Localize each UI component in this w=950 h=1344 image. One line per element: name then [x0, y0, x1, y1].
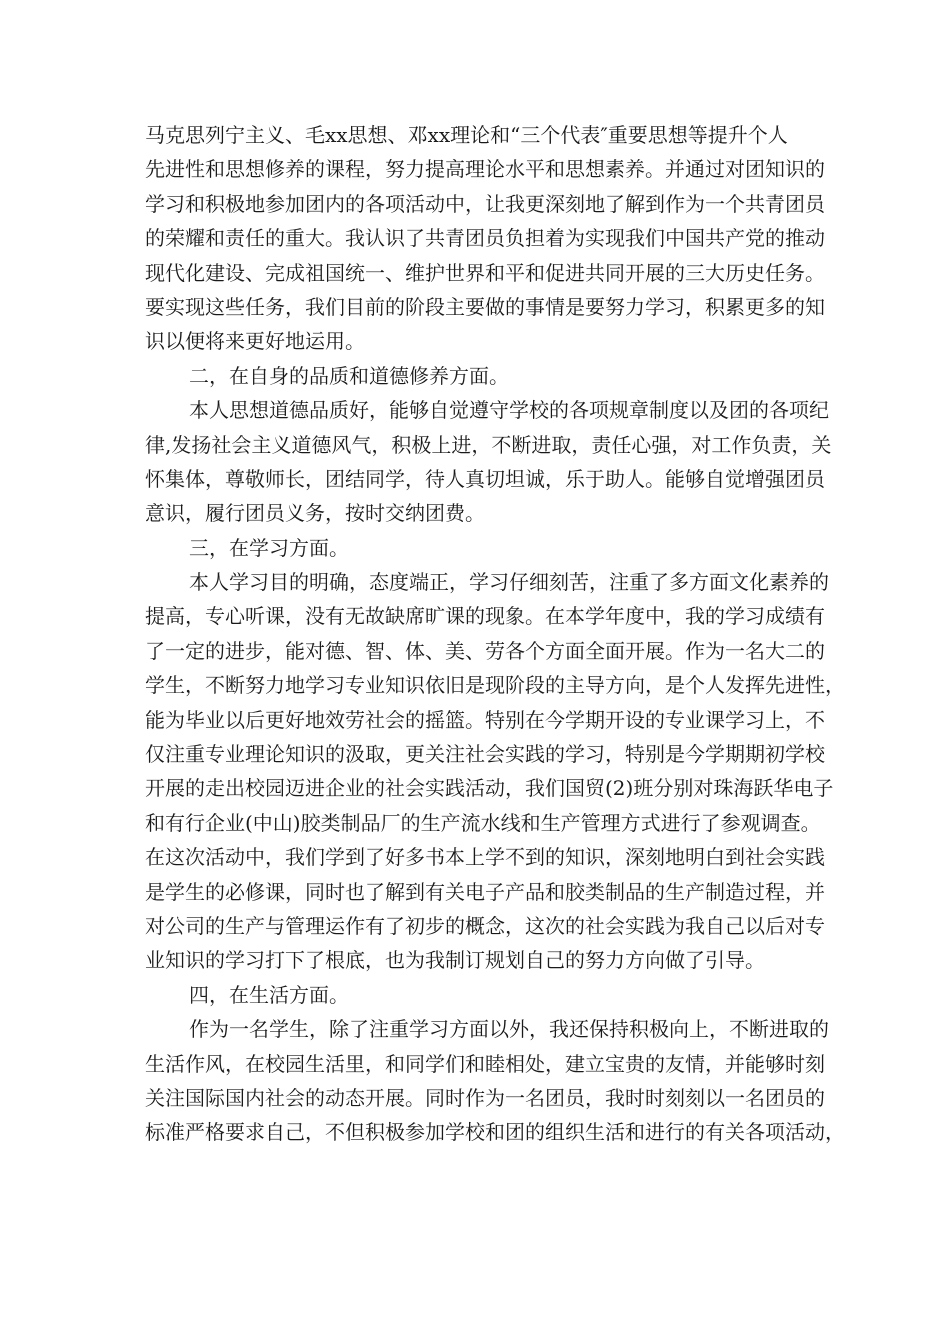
text-line: 了一定的进步，能对德、智、体、美、劳各个方面全面开展。作为一名大二的 [145, 638, 825, 663]
text-line: 律,发扬社会主义道德风气，积极上进，不断进取，责任心强，对工作负责，关 [145, 432, 832, 457]
text-line: 业知识的学习打下了根底，也为我制订规划自己的努力方向做了引导。 [145, 948, 765, 973]
text-line: 对公司的生产与管理运作有了初步的概念，这次的社会实践为我自己以后对专 [145, 913, 825, 938]
paragraph-start-line: 本人思想道德品质好，能够自觉遵守学校的各项规章制度以及团的各项纪 [189, 398, 829, 423]
text-line: 的荣耀和责任的重大。我认识了共青团员负担着为实现我们中国共产党的推动 [145, 226, 825, 251]
text-line: 标准严格要求自己，不但积极参加学校和团的组织生活和进行的有关各项活动， [145, 1120, 845, 1145]
text-line: 现代化建设、完成祖国统一、维护世界和平和促进共同开展的三大历史任务。 [145, 260, 825, 285]
text-line: 怀集体，尊敬师长，团结同学，待人真切坦诚，乐于助人。能够自觉增强团员 [145, 466, 825, 491]
paragraph-start-line: 本人学习目的明确，态度端正，学习仔细刻苦，注重了多方面文化素养的 [189, 570, 829, 595]
text-line: 意识，履行团员义务，按时交纳团费。 [145, 501, 485, 526]
text-line: 学生，不断努力地学习专业知识依旧是现阶段的主导方向，是个人发挥先进性， [145, 673, 845, 698]
text-line: 在这次活动中，我们学到了好多书本上学不到的知识，深刻地明白到社会实践 [145, 845, 825, 870]
text-line: 马克思列宁主义、毛xx思想、邓xx理论和“三个代表″重要思想等提升个人 [145, 123, 788, 147]
text-line: 提高，专心听课，没有无故缺席旷课的现象。在本学年度中，我的学习成绩有 [145, 604, 825, 629]
text-line: 和有行企业(中山)胶类制品厂的生产流水线和生产管理方式进行了参观调查。 [145, 810, 821, 835]
text-line: 生活作风，在校园生活里，和同学们和睦相处，建立宝贵的友情，并能够时刻 [145, 1051, 825, 1076]
text-line: 仅注重专业理论知识的汲取，更关注社会实践的学习，特别是今学期期初学校 [145, 742, 825, 767]
paragraph-start-line: 作为一名学生，除了注重学习方面以外，我还保持积极向上，不断进取的 [189, 1017, 829, 1042]
text-line: 识以便将来更好地运用。 [145, 329, 365, 354]
section-heading: 二，在自身的品质和道德修养方面。 [189, 363, 509, 388]
text-line: 是学生的必修课，同时也了解到有关电子产品和胶类制品的生产制造过程，并 [145, 879, 825, 904]
text-line: 开展的走出校园迈进企业的社会实践活动，我们国贸(2)班分别对珠海跃华电子 [145, 776, 834, 801]
text-line: 要实现这些任务，我们目前的阶段主要做的事情是要努力学习，积累更多的知 [145, 294, 825, 319]
text-line: 关注国际国内社会的动态开展。同时作为一名团员，我时时刻刻以一名团员的 [145, 1085, 825, 1110]
document-page [145, 118, 845, 1150]
text-line: 能为毕业以后更好地效劳社会的摇篮。特别在今学期开设的专业课学习上，不 [145, 707, 825, 732]
text-line: 学习和积极地参加团内的各项活动中，让我更深刻地了解到作为一个共青团员 [145, 191, 825, 216]
section-heading: 三，在学习方面。 [189, 535, 349, 560]
text-line: 先进性和思想修养的课程，努力提高理论水平和思想素养。并通过对团知识的 [145, 157, 825, 182]
section-heading: 四，在生活方面。 [189, 982, 349, 1007]
